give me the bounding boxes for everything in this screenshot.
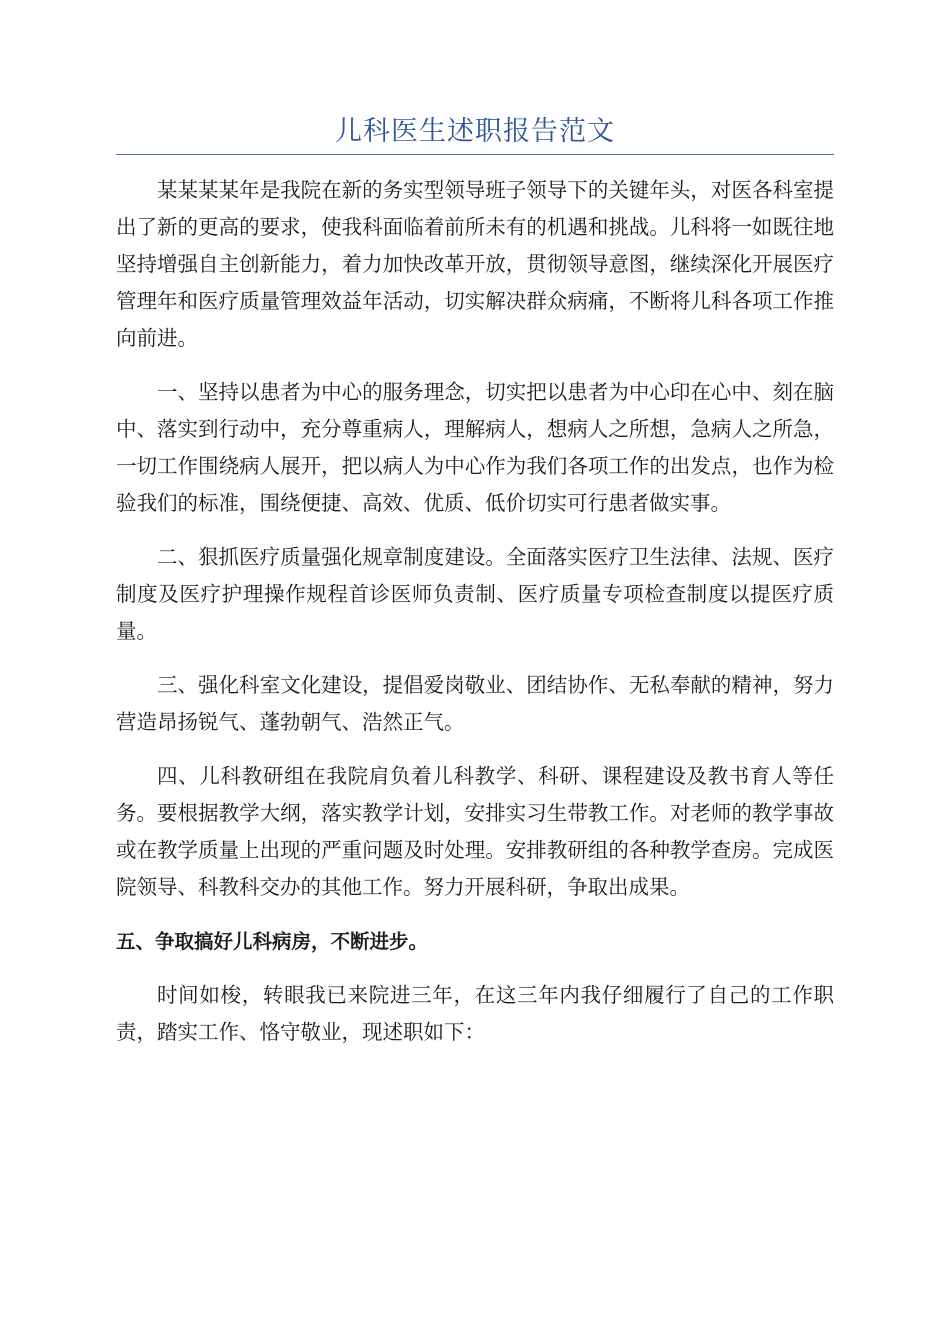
paragraph-section-1: 一、坚持以患者为中心的服务理念，切实把以患者为中心印在心中、刻在脑中、落实到行动中，充分尊重病人，理解病人，想病人之所想，急病人之所急，一切工作围绕病人展开，把以病人为中心作为我们各项工作的出发点，也作为检验我们的标准，围绕便捷、高效、优质、低价切实可行患者做实事。 [116, 380, 834, 515]
document-title: 儿科医生述职报告范文 [335, 116, 615, 147]
paragraph-section-4: 四、儿科教研组在我院肩负着儿科教学、科研、课程建设及教书育人等任务。要根据教学大纲，落实教学计划，安排实习生带教工作。对老师的教学事故或在教学质量上出现的严重问题及时处理。安排教研组的各种教学查房。完成医院领导、科教科交办的其他工作。努力开展科研，争取出成果。 [116, 764, 834, 899]
paragraph-section-3: 三、强化科室文化建设，提倡爱岗敬业、团结协作、无私奉献的精神，努力营造昂扬锐气、蓬勃朝气、浩然正气。 [116, 673, 834, 734]
document-body [116, 172, 834, 1068]
section-5-heading: 五、争取搞好儿科病房，不断进步。 [116, 930, 429, 953]
paragraph-section-2: 二、狠抓医疗质量强化规章制度建设。全面落实医疗卫生法律、法规、医疗制度及医疗护理操作规程首诊医师负责制、医疗质量专项检查制度以提医疗质量。 [116, 545, 834, 643]
title-underline [116, 154, 834, 155]
paragraph-closing: 时间如梭，转眼我已来院进三年，在这三年内我仔细履行了自己的工作职责，踏实工作、恪守敬业，现述职如下： [116, 983, 834, 1044]
paragraph-intro: 某某某某年是我院在新的务实型领导班子领导下的关键年头，对医各科室提出了新的更高的要求，使我科面临着前所未有的机遇和挑战。儿科将一如既往地坚持增强自主创新能力，着力加快改革开放，贯彻领导意图，继续深化开展医疗管理年和医疗质量管理效益年活动，切实解决群众病痛，不断将儿科各项工作推向前进。 [116, 178, 834, 350]
